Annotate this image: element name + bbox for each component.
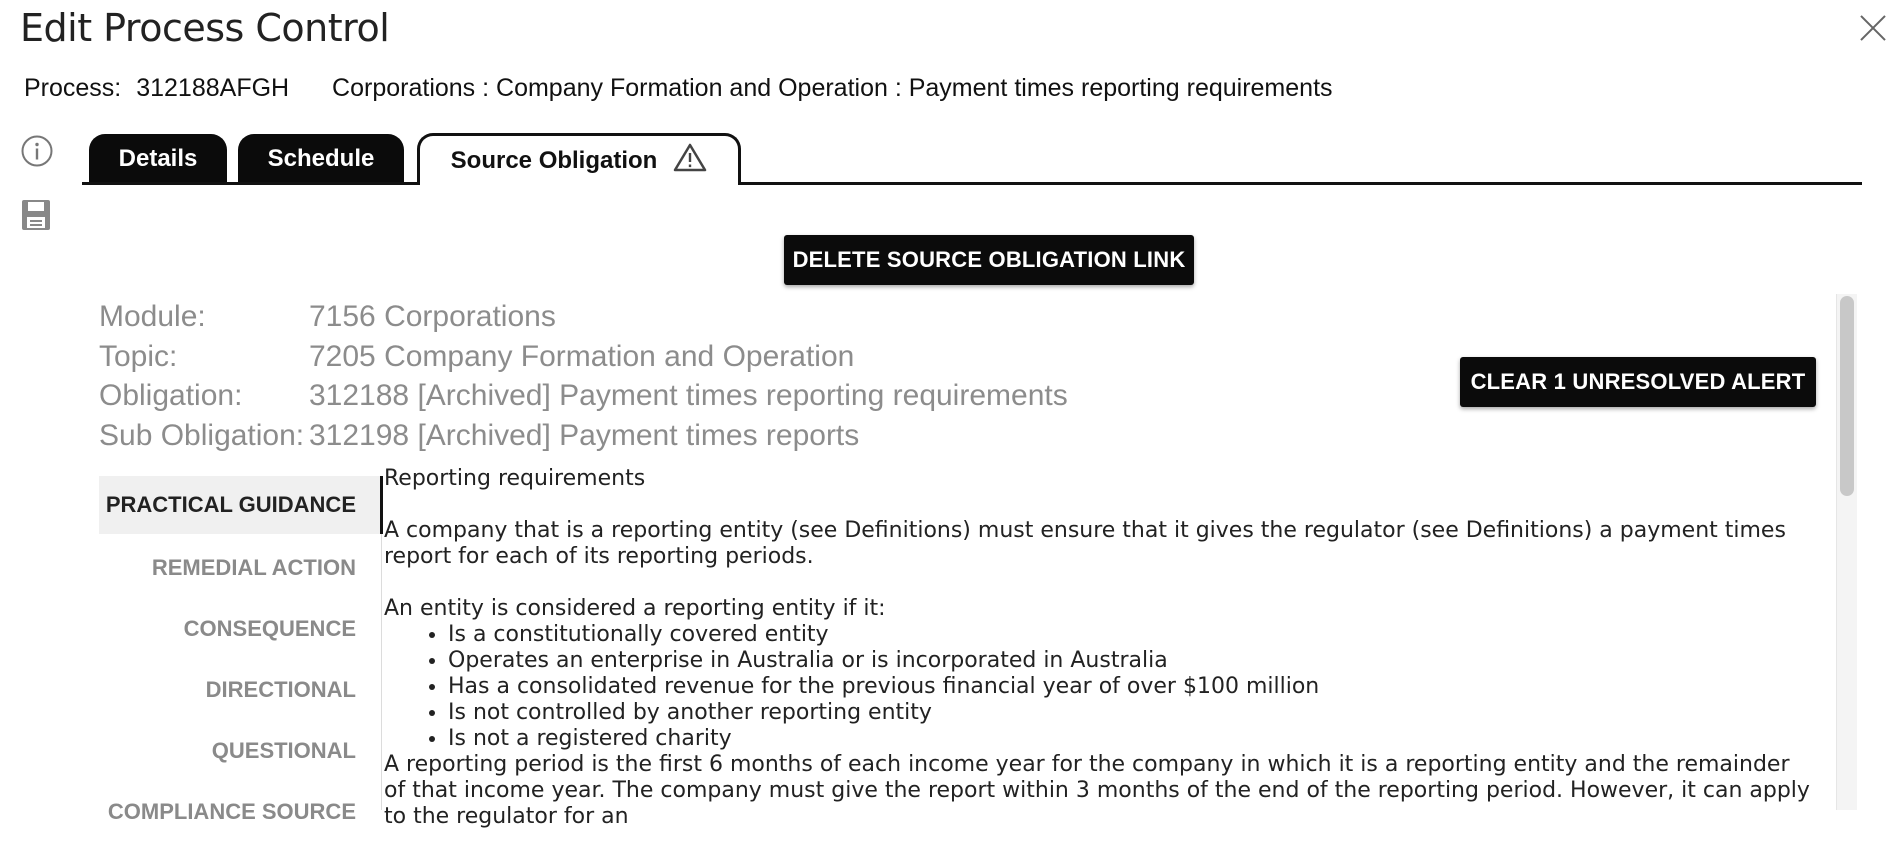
- save-icon[interactable]: [20, 198, 52, 237]
- topic-row: [99, 340, 1068, 380]
- process-id: 312188AFGH: [136, 74, 290, 102]
- obligation-details: [99, 300, 1068, 458]
- info-icon[interactable]: [20, 134, 54, 173]
- module-row: [99, 300, 1068, 340]
- tab-schedule-label: Schedule: [267, 144, 375, 172]
- process-label: Process:: [24, 74, 122, 102]
- close-icon[interactable]: [1856, 10, 1890, 44]
- page-title: Edit Process Control: [20, 6, 390, 50]
- tab-schedule[interactable]: [238, 134, 404, 183]
- process-path: Corporations : Company Formation and Operation : Payment times reporting requirements: [332, 74, 1333, 102]
- list-item: • Operates an enterprise in Australia or is incorporated in Australia: [448, 648, 1814, 674]
- tab-underline: [82, 182, 1862, 185]
- sub-obligation-row: [99, 419, 1068, 459]
- subnav-practical-guidance[interactable]: PRACTICAL GUIDANCE: [99, 476, 382, 534]
- clear-unresolved-alert-button[interactable]: CLEAR 1 UNRESOLVED ALERT: [1460, 357, 1816, 407]
- topic-value: 7205 Company Formation and Operation: [309, 339, 855, 373]
- subnav-questional[interactable]: QUESTIONAL: [211, 737, 356, 763]
- subnav-divider: [381, 534, 382, 810]
- warning-icon: [673, 142, 707, 179]
- tab-details[interactable]: [89, 134, 227, 183]
- list-item: • Is a constitutionally covered entity: [448, 622, 1814, 648]
- guidance-content: [384, 466, 1814, 830]
- guidance-paragraph: A company that is a reporting entity (see Definitions) must ensure that it gives the regulator (see Definitions) a payment times report for each of its reporting periods.: [384, 518, 1786, 569]
- list-item: • Has a consolidated revenue for the previous financial year of over $100 million: [448, 674, 1814, 700]
- subnav-directional[interactable]: DIRECTIONAL: [205, 676, 356, 702]
- guidance-subnav: [99, 476, 382, 842]
- list-item: • Is not controlled by another reporting entity: [448, 700, 1814, 726]
- guidance-bullet-list: [384, 622, 1814, 752]
- module-value: 7156 Corporations: [309, 300, 556, 333]
- obligation-label: Obligation:: [99, 379, 243, 412]
- guidance-heading: Reporting requirements: [384, 466, 646, 491]
- subnav-compliance-source[interactable]: COMPLIANCE SOURCE: [107, 798, 356, 824]
- tab-source-obligation-label: Source Obligation: [450, 146, 658, 174]
- guidance-paragraph: A reporting period is the first 6 months of each income year for the company in which it is a reporting entity and the remainder of that income year. The company must give the report within 3 months of the end of the reporting period. However, it can apply to the regulator for an: [384, 752, 1810, 829]
- subnav-remedial-action[interactable]: REMEDIAL ACTION: [151, 554, 356, 580]
- obligation-row: [99, 379, 1068, 419]
- tab-source-obligation[interactable]: [417, 133, 741, 185]
- sub-obligation-value: 312198 [Archived] Payment times reports: [309, 418, 860, 452]
- list-item: • Is not a registered charity: [448, 726, 1814, 752]
- tab-details-label: Details: [118, 144, 198, 172]
- subnav-selected-indicator: [380, 476, 383, 534]
- module-label: Module:: [99, 300, 206, 333]
- tab-bar: [82, 134, 1862, 184]
- scrollbar-thumb[interactable]: [1840, 296, 1854, 496]
- obligation-value: 312188 [Archived] Payment times reporting requirements: [309, 379, 1068, 412]
- guidance-paragraph: An entity is considered a reporting entity if it:: [384, 596, 886, 621]
- subnav-consequence[interactable]: CONSEQUENCE: [183, 615, 356, 641]
- sub-obligation-label: Sub Obligation:: [99, 418, 305, 452]
- delete-source-obligation-button[interactable]: DELETE SOURCE OBLIGATION LINK: [784, 235, 1194, 285]
- process-info: [24, 74, 1333, 103]
- topic-label: Topic:: [99, 339, 178, 373]
